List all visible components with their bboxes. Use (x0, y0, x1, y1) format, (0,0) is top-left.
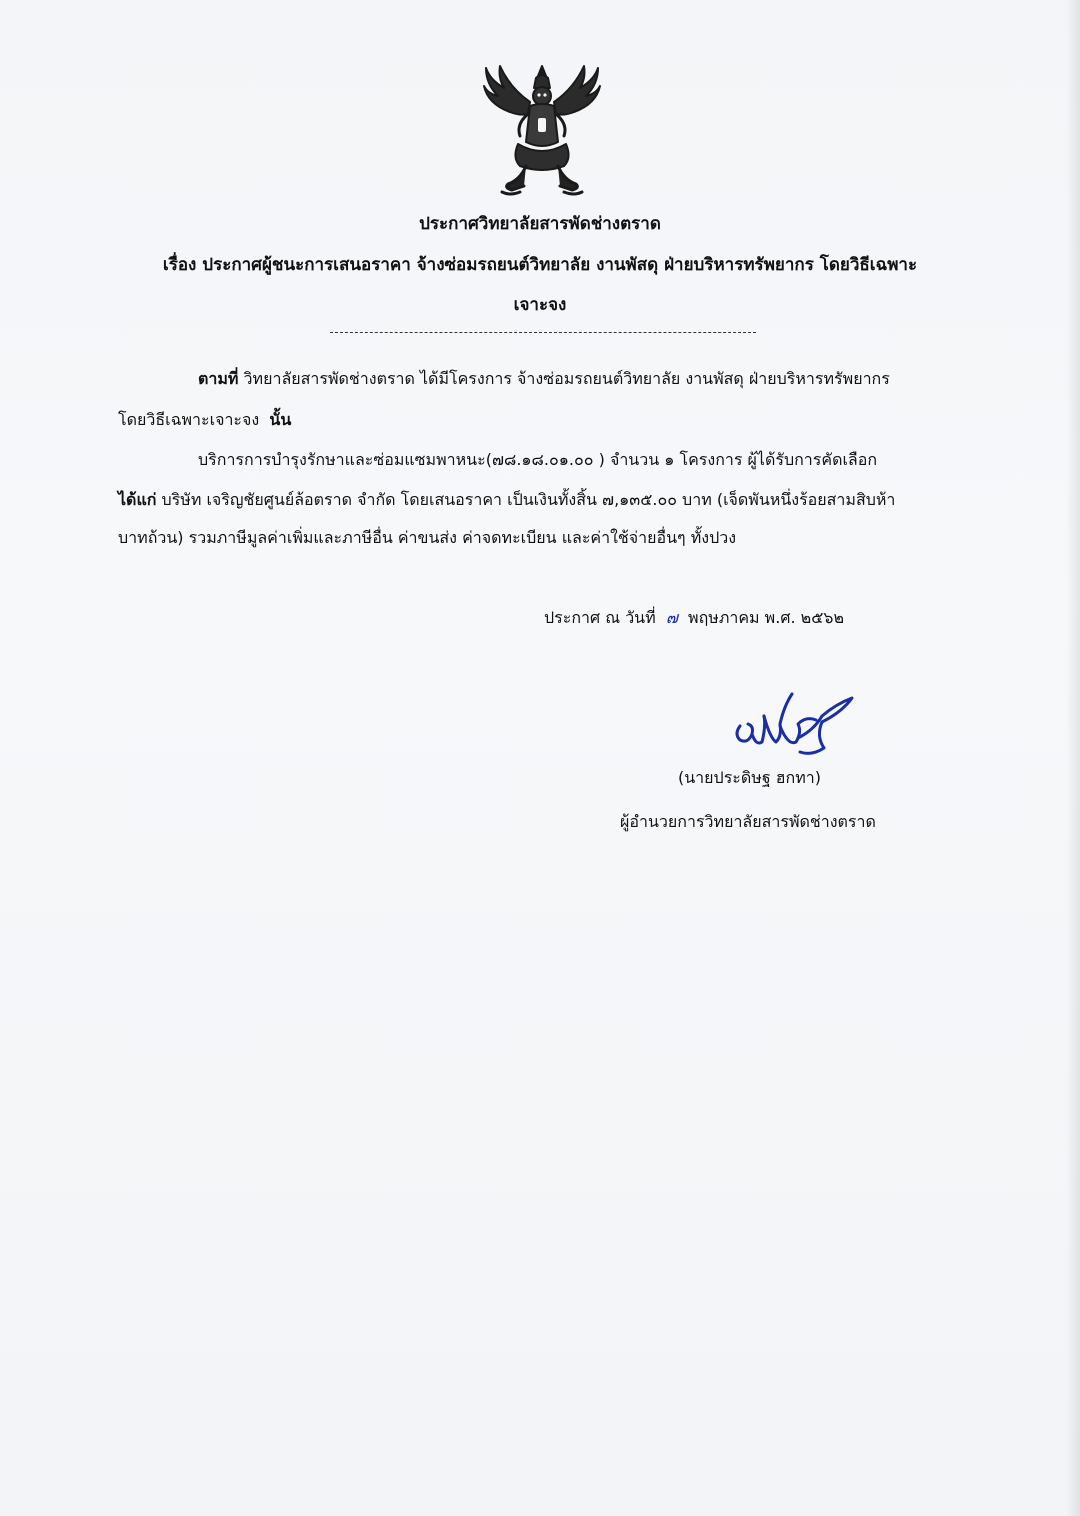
date-prefix: ประกาศ ณ วันที่ (544, 608, 656, 627)
subject-line-1: เรื่อง ประกาศผู้ชนะการเสนอราคา จ้างซ่อมรถยนต์วิทยาลัย งานพัสดุ ฝ่ายบริหารทรัพยากร โดยวิธีเฉพาะ (162, 255, 918, 275)
announcement-date (544, 606, 844, 631)
paragraph-2-winner-text: บริษัท เจริญชัยศูนย์ล้อตราด จำกัด โดยเสนอราคา เป็นเงินทั้งสิ้น ๗,๑๓๕.๐๐ บาท (เจ็ดพันหนึ่งร้อยสามสิบห้า (156, 490, 896, 509)
subject-line-2: เจาะจง (513, 295, 567, 315)
institution-title: ประกาศวิทยาลัยสารพัดช่างตราด (419, 214, 661, 234)
paragraph-1-line-1 (198, 367, 890, 392)
paragraph-2-line-3: บาทถ้วน) รวมภาษีมูลค่าเพิ่มและภาษีอื่น ค่าขนส่ง ค่าจดทะเบียน และค่าใช้จ่ายอื่นๆ ทั้งปวง (118, 528, 737, 547)
paragraph-1-line-2 (118, 408, 291, 433)
paragraph-1-lead: ตามที่ (198, 369, 239, 388)
paragraph-2-line-1: บริการการบำรุงรักษาและซ่อมแซมพาหนะ(๗๘.๑๘.๐๑.๐๐ ) จำนวน ๑ โครงการ ผู้ได้รับการคัดเลือก (198, 450, 878, 469)
garuda-emblem-icon (480, 58, 604, 198)
signatory-position: ผู้อำนวยการวิทยาลัยสารพัดช่างตราด (620, 812, 876, 831)
signatory-name: (นายประดิษฐ ฮกทา) (678, 768, 821, 787)
paragraph-2-line-2 (118, 488, 895, 513)
header-separator (330, 332, 756, 333)
paragraph-1-method: โดยวิธีเฉพาะเจาะจง (118, 410, 260, 429)
paragraph-1-end: นั้น (269, 410, 292, 429)
paragraph-1-text: วิทยาลัยสารพัดช่างตราด ได้มีโครงการ จ้างซ่อมรถยนต์วิทยาลัย งานพัสดุ ฝ่ายบริหารทรัพยากร (238, 369, 890, 388)
paragraph-2-winner-label: ได้แก่ (118, 490, 157, 509)
date-suffix: พฤษภาคม พ.ศ. ๒๕๖๒ (688, 608, 844, 627)
handwritten-signature-icon (726, 686, 862, 758)
date-day: ๗ (665, 608, 678, 627)
